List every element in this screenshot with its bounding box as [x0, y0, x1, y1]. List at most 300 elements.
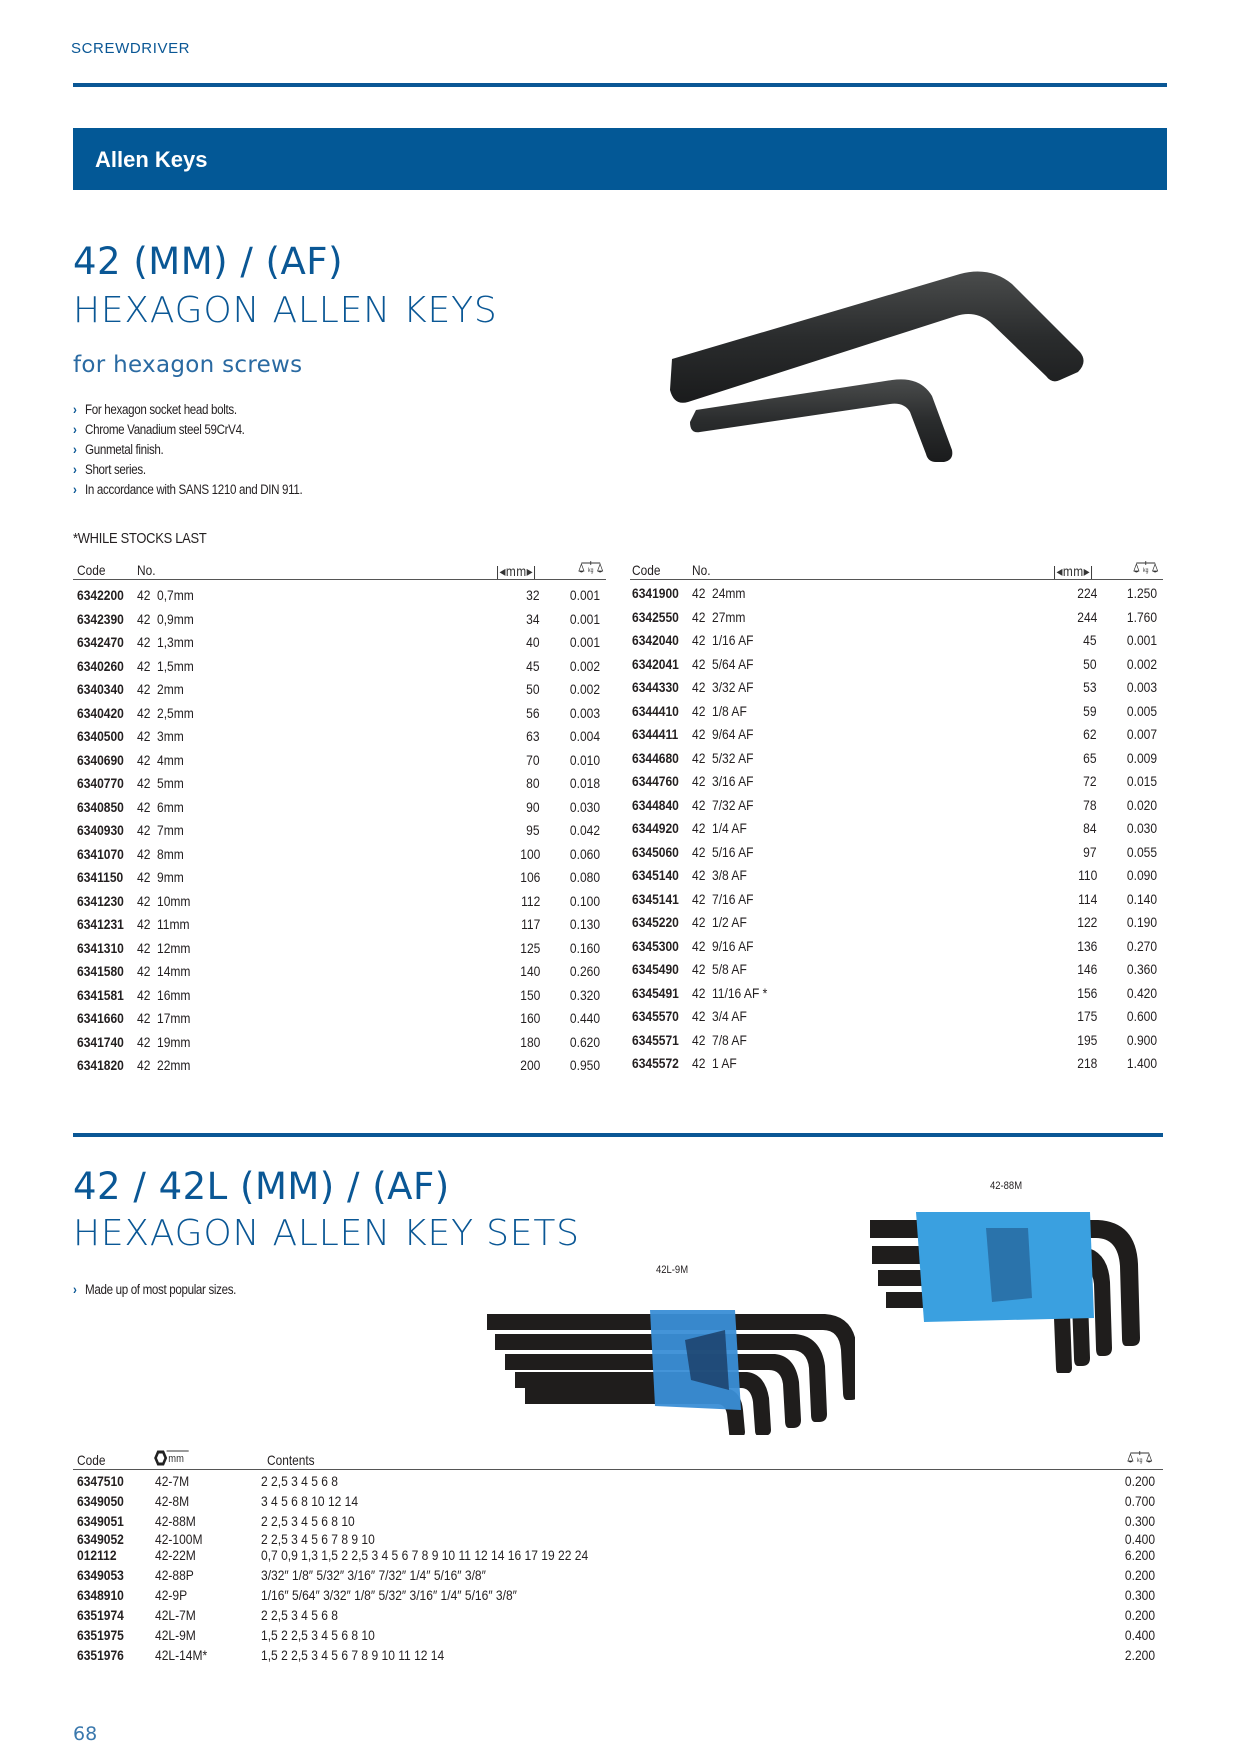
cell-code: 6351976	[77, 1647, 124, 1663]
table-row	[630, 935, 1163, 959]
cell-size: 5/16 AF	[712, 843, 754, 860]
svg-text:kg: kg	[1143, 567, 1149, 574]
cell-size: 27mm	[712, 608, 746, 625]
cell-code: 6340340	[77, 681, 124, 697]
cell-weight: 0.400	[1124, 1531, 1155, 1547]
cell-weight: 0.130	[569, 916, 600, 932]
cell-series: 42	[137, 822, 151, 838]
cell-weight: 0.140	[1126, 890, 1157, 907]
section2-features	[73, 1280, 263, 1300]
cell-weight: 0.003	[1126, 679, 1157, 695]
category-title: Allen Keys	[95, 147, 208, 172]
allen-keys-table-right	[630, 554, 1163, 1074]
cell-length: 72	[1083, 773, 1097, 789]
cell-set-name: 42-22M	[155, 1547, 196, 1563]
table-row	[73, 1031, 606, 1055]
cell-code: 6349053	[77, 1567, 124, 1583]
cell-code: 6341230	[77, 892, 124, 909]
cell-size: 5/32 AF	[712, 749, 754, 766]
cell-size: 12mm	[157, 939, 191, 956]
cell-length: 45	[526, 657, 540, 674]
cell-series: 42	[137, 610, 151, 627]
cell-size: 11/16 AF *	[712, 984, 768, 1001]
table-row	[630, 770, 1163, 794]
table-row	[73, 749, 606, 773]
cell-set-name: 42-88P	[155, 1567, 194, 1583]
chevron-right-icon: ›	[73, 442, 77, 457]
cell-series: 42	[692, 608, 706, 625]
cell-weight: 6.200	[1124, 1547, 1155, 1563]
cell-length: 40	[526, 634, 540, 650]
cell-series: 42	[692, 914, 706, 930]
section1-title-line1: 42 (MM) / (AF)	[73, 240, 344, 283]
cell-length: 200	[519, 1057, 540, 1073]
table-row	[73, 1546, 1163, 1566]
section1-features	[73, 400, 340, 500]
cell-contents: 1,5 2 2,5 3 4 5 6 7 8 9 10 11 12 14	[261, 1647, 445, 1663]
table-row	[630, 817, 1163, 841]
cell-code: 6349052	[77, 1531, 124, 1547]
feature-item: › Short series.	[73, 460, 302, 480]
svg-text:kg: kg	[1137, 1457, 1143, 1464]
cell-weight: 0.260	[569, 963, 600, 979]
cell-weight: 0.420	[1126, 984, 1157, 1001]
cell-set-name: 42L-7M	[155, 1607, 196, 1623]
cell-length: 150	[519, 986, 540, 1003]
table-row	[630, 1005, 1163, 1029]
cell-length: 114	[1077, 890, 1097, 907]
cell-size: 17mm	[157, 1010, 191, 1026]
table-row	[630, 723, 1163, 747]
cell-series: 42	[137, 916, 151, 932]
cell-length: 63	[526, 728, 540, 744]
cell-weight: 0.080	[569, 869, 600, 885]
table-row	[630, 911, 1163, 935]
table-row	[73, 1007, 606, 1031]
cell-length: 100	[519, 845, 540, 862]
cell-length: 97	[1083, 843, 1097, 860]
set-42l-9m-image	[485, 1310, 855, 1435]
cell-weight: 0.160	[569, 939, 600, 956]
column-contents: Contents	[267, 1452, 315, 1468]
cell-length: 122	[1076, 914, 1097, 930]
cell-contents: 2 2,5 3 4 5 6 8 10	[261, 1513, 355, 1529]
cell-size: 9mm	[157, 869, 184, 885]
cell-code: 6344410	[632, 702, 679, 719]
chevron-right-icon: ›	[73, 1282, 77, 1297]
cell-length: 53	[1083, 679, 1097, 695]
cell-weight: 0.090	[1126, 867, 1157, 883]
cell-code: 6348910	[77, 1587, 124, 1603]
cell-length: 110	[1077, 867, 1097, 883]
cell-code: 6345140	[632, 867, 679, 883]
length-mm-icon: |◂mm▸|	[496, 563, 537, 579]
cell-code: 6341740	[77, 1033, 124, 1050]
cell-weight: 0.100	[569, 892, 600, 909]
cell-contents: 2 2,5 3 4 5 6 8	[261, 1607, 338, 1623]
cell-code: 6340420	[77, 704, 124, 721]
section1-subtitle: for hexagon screws	[73, 352, 303, 378]
cell-length: 224	[1076, 585, 1097, 601]
cell-weight: 0.020	[1126, 796, 1157, 813]
table-row	[630, 888, 1163, 912]
table-row	[73, 796, 606, 820]
table-row	[73, 1626, 1163, 1646]
cell-code: 6341581	[77, 986, 124, 1003]
cell-weight: 0.440	[569, 1010, 600, 1026]
cell-code: 6342390	[77, 610, 124, 627]
cell-code: 6345490	[632, 961, 679, 977]
cell-series: 42	[692, 796, 706, 813]
cell-series: 42	[137, 798, 151, 815]
cell-weight: 0.005	[1126, 702, 1157, 719]
cell-weight: 0.900	[1126, 1031, 1157, 1048]
table-row	[630, 958, 1163, 982]
table-header	[630, 554, 1163, 580]
table-header	[73, 1444, 1163, 1470]
cell-code: 6341660	[77, 1010, 124, 1026]
table-row	[630, 1052, 1163, 1076]
cell-size: 24mm	[712, 585, 746, 601]
cell-size: 19mm	[157, 1033, 191, 1050]
cell-set-name: 42-8M	[155, 1493, 190, 1509]
cell-size: 1/8 AF	[712, 702, 747, 719]
cell-series: 42	[692, 1031, 706, 1048]
cell-code: 6351975	[77, 1627, 124, 1643]
cell-set-name: 42L-14M*	[155, 1647, 208, 1663]
cell-size: 1/4 AF	[712, 820, 747, 836]
cell-weight: 0.002	[569, 657, 600, 674]
cell-series: 42	[137, 1010, 151, 1026]
cell-size: 9/64 AF	[712, 726, 754, 742]
cell-weight: 0.270	[1126, 937, 1157, 954]
cell-series: 42	[137, 1033, 151, 1050]
feature-item: › Gunmetal finish.	[73, 440, 302, 460]
feature-item: › Chrome Vanadium steel 59CrV4.	[73, 420, 302, 440]
cell-size: 5/8 AF	[712, 961, 747, 977]
cell-code: 6341070	[77, 845, 124, 862]
cell-series: 42	[692, 820, 706, 836]
cell-length: 95	[526, 822, 540, 838]
cell-series: 42	[137, 704, 151, 721]
page-number: 68	[73, 1723, 98, 1745]
cell-code: 6345570	[632, 1008, 679, 1024]
table-row	[73, 772, 606, 796]
cell-series: 42	[692, 843, 706, 860]
section2-title-line1: 42 / 42L (MM) / (AF)	[73, 1165, 450, 1208]
hexagon-mm-icon	[153, 1450, 190, 1469]
cell-weight: 0.950	[569, 1057, 600, 1073]
cell-weight: 0.200	[1124, 1567, 1155, 1583]
cell-code: 6344680	[632, 749, 679, 766]
cell-weight: 0.002	[569, 681, 600, 697]
section-divider	[73, 1133, 1163, 1137]
table-row	[73, 1566, 1163, 1586]
allen-keys-product-image	[660, 262, 1110, 472]
table-row	[630, 1029, 1163, 1053]
cell-length: 78	[1083, 796, 1097, 813]
cell-weight: 1.400	[1126, 1055, 1157, 1071]
cell-weight: 0.004	[569, 728, 600, 744]
cell-contents: 3 4 5 6 8 10 12 14	[261, 1493, 359, 1509]
feature-item: › In accordance with SANS 1210 and DIN 911.	[73, 480, 302, 500]
table-row	[73, 608, 606, 632]
table-row	[73, 655, 606, 679]
cell-code: 6341820	[77, 1057, 124, 1073]
table-row	[73, 819, 606, 843]
cell-size: 8mm	[157, 845, 184, 862]
table-row	[73, 1492, 1163, 1512]
image-caption-42-88m: 42-88M	[990, 1180, 1023, 1192]
cell-code: 6340690	[77, 751, 124, 768]
table-row	[630, 582, 1163, 606]
cell-length: 56	[526, 704, 540, 721]
cell-length: 59	[1083, 702, 1097, 719]
table-row	[73, 984, 606, 1008]
cell-code: 6340850	[77, 798, 124, 815]
cell-code: 6341900	[632, 585, 679, 601]
cell-series: 42	[137, 892, 151, 909]
cell-code: 6349051	[77, 1513, 124, 1529]
cell-weight: 0.300	[1124, 1587, 1155, 1603]
column-code: Code	[77, 1452, 106, 1468]
cell-weight: 2.200	[1124, 1647, 1155, 1663]
cell-code: 6345300	[632, 937, 679, 954]
cell-weight: 0.009	[1126, 749, 1157, 766]
cell-code: 6342041	[632, 655, 679, 672]
cell-weight: 0.400	[1124, 1627, 1155, 1643]
section2-title-line2: HEXAGON ALLEN KEY SETS	[73, 1213, 580, 1254]
cell-code: 6342200	[77, 587, 124, 603]
cell-length: 180	[519, 1033, 540, 1050]
cell-series: 42	[137, 1057, 151, 1073]
cell-weight: 0.600	[1126, 1008, 1157, 1024]
cell-length: 175	[1076, 1008, 1097, 1024]
cell-series: 42	[692, 890, 706, 907]
table-row	[630, 676, 1163, 700]
table-row	[73, 725, 606, 749]
cell-series: 42	[137, 728, 151, 744]
svg-text:mm: mm	[168, 1453, 184, 1466]
image-caption-42l-9m: 42L-9M	[656, 1264, 689, 1276]
cell-set-name: 42L-9M	[155, 1627, 196, 1643]
stock-note: *WHILE STOCKS LAST	[73, 530, 207, 547]
cell-weight: 0.018	[569, 775, 600, 791]
cell-length: 65	[1083, 749, 1097, 766]
cell-size: 6mm	[157, 798, 184, 815]
cell-length: 218	[1076, 1055, 1097, 1071]
cell-length: 34	[526, 610, 540, 627]
cell-size: 5/64 AF	[712, 655, 754, 672]
cell-size: 1 AF	[712, 1055, 737, 1071]
cell-size: 3/8 AF	[712, 867, 747, 883]
table-row	[73, 890, 606, 914]
cell-size: 2,5mm	[157, 704, 194, 721]
cell-code: 6344330	[632, 679, 679, 695]
cell-series: 42	[137, 681, 151, 697]
cell-code: 6345220	[632, 914, 679, 930]
table-row	[73, 702, 606, 726]
allen-keys-table-left	[73, 554, 606, 1074]
cell-length: 195	[1076, 1031, 1097, 1048]
cell-code: 6341310	[77, 939, 124, 956]
cell-length: 32	[526, 587, 540, 603]
svg-text:kg: kg	[588, 567, 594, 574]
cell-size: 3/4 AF	[712, 1008, 747, 1024]
cell-set-name: 42-7M	[155, 1473, 190, 1489]
table-row	[73, 584, 606, 608]
section1-title-line2: HEXAGON ALLEN KEYS	[73, 290, 498, 331]
cell-weight: 0.007	[1126, 726, 1157, 742]
cell-code: 6344920	[632, 820, 679, 836]
cell-code: 6341150	[77, 869, 124, 885]
cell-length: 244	[1076, 608, 1097, 625]
cell-weight: 0.001	[569, 634, 600, 650]
cell-series: 42	[137, 634, 151, 650]
table-row	[73, 678, 606, 702]
cell-size: 7mm	[157, 822, 184, 838]
cell-weight: 0.190	[1126, 914, 1157, 930]
cell-size: 3/16 AF	[712, 773, 754, 789]
cell-weight: 0.300	[1124, 1513, 1155, 1529]
weight-kg-icon	[1127, 1450, 1153, 1464]
cell-length: 112	[520, 892, 540, 909]
table-row	[630, 747, 1163, 771]
cell-series: 42	[137, 845, 151, 862]
cell-size: 22mm	[157, 1057, 191, 1073]
table-row	[73, 1586, 1163, 1606]
cell-weight: 0.030	[1126, 820, 1157, 836]
cell-weight: 1.760	[1126, 608, 1157, 625]
cell-size: 7/32 AF	[712, 796, 754, 813]
cell-code: 6347510	[77, 1473, 124, 1489]
cell-series: 42	[692, 1008, 706, 1024]
cell-weight: 0.620	[569, 1033, 600, 1050]
table-row	[630, 606, 1163, 630]
cell-size: 2mm	[157, 681, 184, 697]
cell-length: 146	[1076, 961, 1097, 977]
cell-series: 42	[692, 632, 706, 648]
cell-series: 42	[692, 1055, 706, 1071]
cell-length: 117	[520, 916, 540, 932]
column-code: Code	[632, 562, 661, 578]
table-row	[73, 1606, 1163, 1626]
cell-code: 6351974	[77, 1607, 124, 1623]
cell-weight: 0.001	[569, 587, 600, 603]
column-no: No.	[137, 562, 156, 578]
cell-length: 125	[519, 939, 540, 956]
cell-length: 50	[526, 681, 540, 697]
cell-series: 42	[137, 963, 151, 979]
cell-length: 156	[1076, 984, 1097, 1001]
cell-code: 6345571	[632, 1031, 679, 1048]
table-row	[73, 937, 606, 961]
cell-code: 6349050	[77, 1493, 124, 1509]
cell-series: 42	[137, 775, 151, 791]
cell-series: 42	[137, 657, 151, 674]
running-head: SCREWDRIVER	[71, 40, 191, 57]
table-row	[73, 1054, 606, 1078]
table-row	[73, 1646, 1163, 1666]
cell-length: 80	[526, 775, 540, 791]
cell-size: 7/16 AF	[712, 890, 754, 907]
cell-series: 42	[692, 726, 706, 742]
cell-weight: 0.200	[1124, 1473, 1155, 1489]
cell-weight: 0.320	[569, 986, 600, 1003]
cell-series: 42	[692, 937, 706, 954]
cell-code: 6340770	[77, 775, 124, 791]
table-row	[73, 631, 606, 655]
table-row	[73, 1512, 1163, 1532]
cell-contents: 0,7 0,9 1,3 1,5 2 2,5 3 4 5 6 7 8 9 10 11 12 14 16 17 19 22 24	[261, 1547, 589, 1563]
cell-size: 0,9mm	[157, 610, 194, 627]
cell-weight: 1.250	[1126, 585, 1157, 601]
cell-series: 42	[692, 773, 706, 789]
chevron-right-icon: ›	[73, 422, 77, 437]
chevron-right-icon: ›	[73, 482, 77, 497]
cell-length: 160	[519, 1010, 540, 1026]
cell-series: 42	[137, 869, 151, 885]
cell-weight: 0.002	[1126, 655, 1157, 672]
cell-set-name: 42-9P	[155, 1587, 188, 1603]
cell-weight: 0.700	[1124, 1493, 1155, 1509]
cell-weight: 0.015	[1126, 773, 1157, 789]
cell-series: 42	[692, 867, 706, 883]
cell-size: 16mm	[157, 986, 191, 1003]
cell-set-name: 42-88M	[155, 1513, 196, 1529]
cell-code: 6341231	[77, 916, 124, 932]
cell-size: 10mm	[157, 892, 191, 909]
cell-code: 012112	[77, 1547, 117, 1563]
cell-size: 7/8 AF	[712, 1031, 747, 1048]
column-code: Code	[77, 562, 106, 578]
cell-code: 6342470	[77, 634, 124, 650]
cell-series: 42	[137, 986, 151, 1003]
cell-code: 6345141	[632, 890, 679, 907]
cell-length: 70	[526, 751, 540, 768]
cell-size: 0,7mm	[157, 587, 194, 603]
cell-weight: 0.060	[569, 845, 600, 862]
table-row	[630, 700, 1163, 724]
cell-size: 1,5mm	[157, 657, 194, 674]
length-mm-icon: |◂mm▸|	[1053, 563, 1094, 579]
table-row	[73, 1472, 1163, 1492]
cell-length: 45	[1083, 632, 1097, 648]
weight-kg-icon	[1133, 560, 1159, 574]
cell-series: 42	[692, 749, 706, 766]
column-no: No.	[692, 562, 711, 578]
table-row	[630, 864, 1163, 888]
cell-weight: 0.001	[569, 610, 600, 627]
cell-length: 106	[519, 869, 540, 885]
cell-contents: 1/16″ 5/64″ 3/32″ 1/8″ 5/32″ 3/16″ 1/4″ 5/16″ 3/8″	[261, 1587, 517, 1603]
weight-kg-icon	[578, 560, 604, 574]
table-header	[73, 554, 606, 580]
cell-series: 42	[137, 751, 151, 768]
cell-size: 3/32 AF	[712, 679, 754, 695]
cell-code: 6342550	[632, 608, 679, 625]
cell-size: 3mm	[157, 728, 184, 744]
cell-size: 1,3mm	[157, 634, 194, 650]
cell-size: 5mm	[157, 775, 184, 791]
cell-code: 6341580	[77, 963, 124, 979]
cell-size: 1/16 AF	[712, 632, 754, 648]
cell-series: 42	[692, 655, 706, 672]
cell-weight: 0.010	[569, 751, 600, 768]
table-row	[73, 913, 606, 937]
table-row	[73, 960, 606, 984]
cell-code: 6340260	[77, 657, 124, 674]
